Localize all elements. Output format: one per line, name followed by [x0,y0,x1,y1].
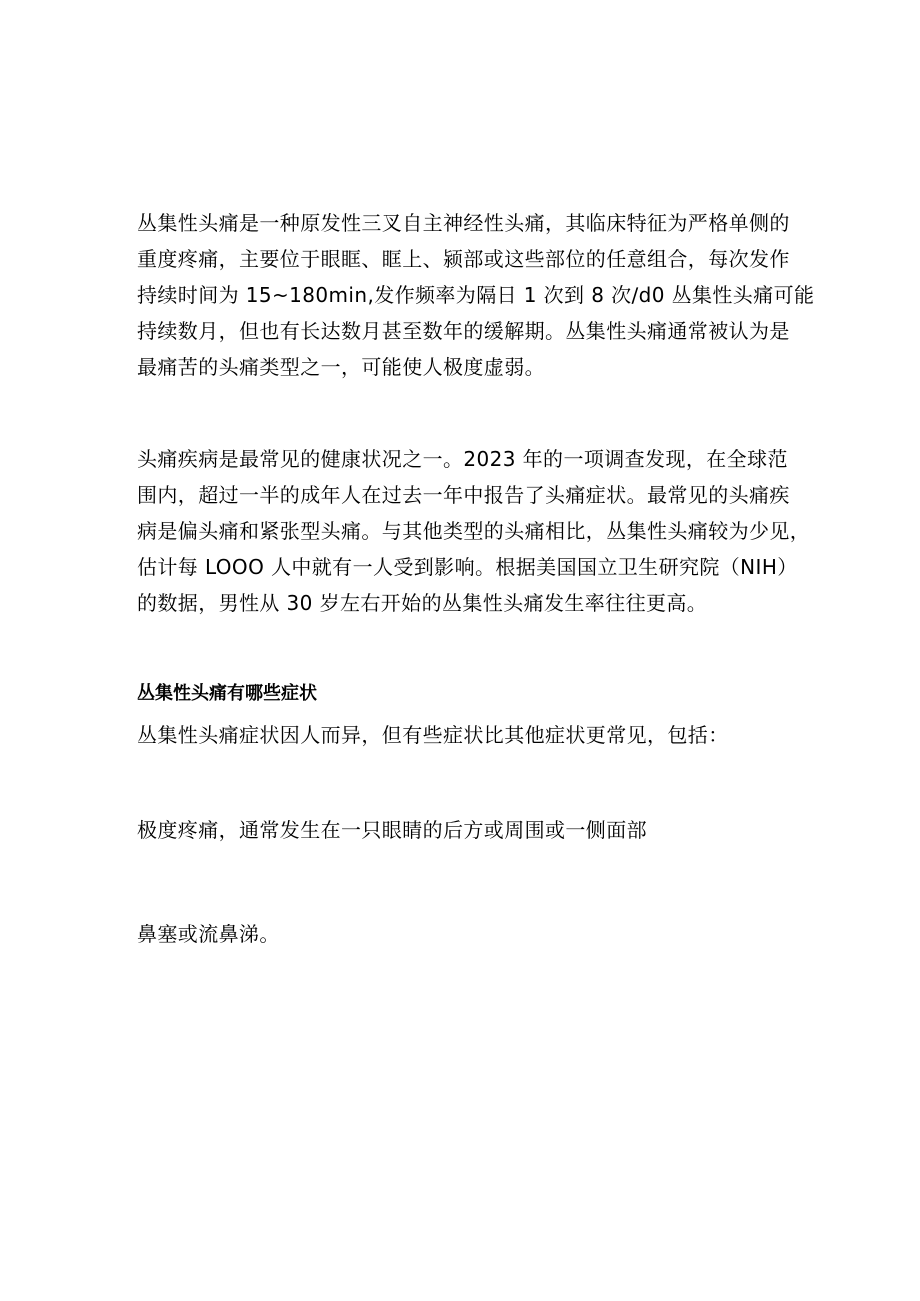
text-line: 丛集性头痛是一种原发性三叉自主神经性头痛，其临床特征为严格单侧的 [137,211,790,235]
text-line: 持续数月，但也有长达数月甚至数年的缓解期。丛集性头痛通常被认为是 [137,319,790,343]
text-line: 持续时间为 15~180min,发作频率为隔日 1 次到 8 次∕d0 丛集性头痛可能 [137,283,815,307]
symptom-item: 鼻塞或流鼻涕。 [137,922,280,946]
section-heading-symptoms: 丛集性头痛有哪些症状 [137,683,317,704]
text-line: 最痛苦的头痛类型之一，可能使人极度虚弱。 [137,355,545,379]
section-intro-text: 丛集性头痛症状因人而异，但有些症状比其他症状更常见，包括： [137,723,729,747]
text-line: 的数据，男性从 30 岁左右开始的丛集性头痛发生率往往更高。 [137,591,708,615]
text-line: 头痛疾病是最常见的健康状况之一。2023 年的一项调查发现，在全球范 [137,447,788,471]
text-line: 估计每 LOOO 人中就有一人受到影响。根据美国国立卫生研究院（NIH） [137,555,798,579]
text-line: 病是偏头痛和紧张型头痛。与其他类型的头痛相比，丛集性头痛较为少见， [137,519,811,543]
paragraph-cluster-headache-definition [137,205,815,385]
symptom-item: 极度疼痛，通常发生在一只眼睛的后方或周围或一侧面部 [137,818,647,842]
document-body [137,205,815,952]
text-line: 重度疼痛，主要位于眼眶、眶上、颍部或这些部位的任意组合，每次发作 [137,247,790,271]
paragraph-headache-prevalence [137,441,811,621]
text-line: 围内，超过一半的成年人在过去一年中报告了头痛症状。最常见的头痛疾 [137,483,790,507]
